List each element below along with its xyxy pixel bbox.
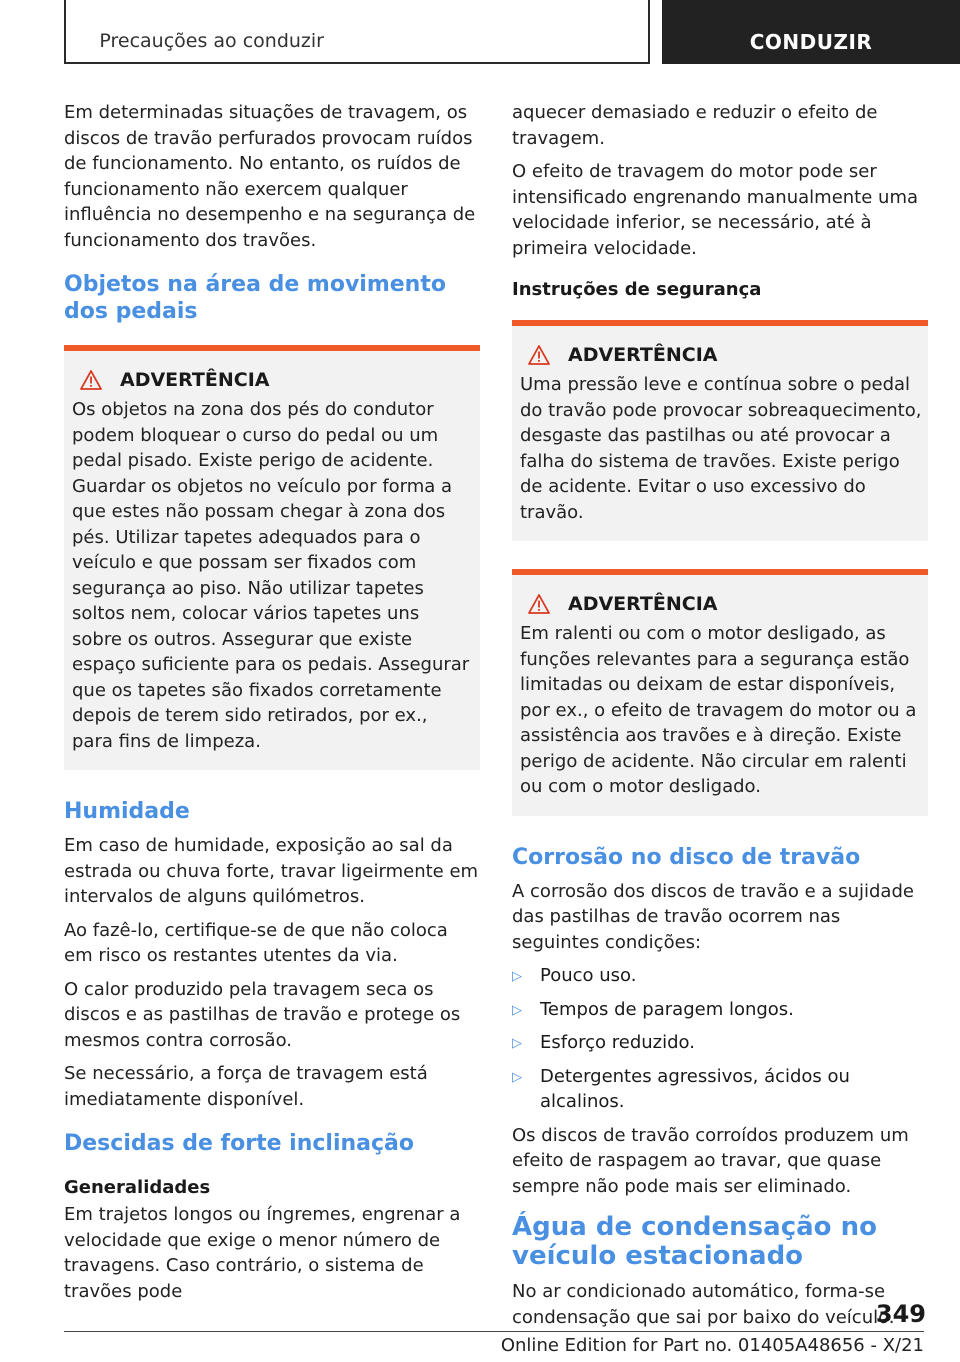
heading-condensation: Água de condensação no veículo estacionado	[512, 1212, 877, 1271]
heading-brake-corrosion: Corrosão no disco de travão	[512, 844, 861, 870]
list-item: ▷ Tempos de paragem longos.	[512, 997, 928, 1024]
warning-box-pedal-pressure	[512, 320, 928, 541]
general-paragraph: Em trajetos longos ou íngremes, engrenar a velocidade que exige o menor número de travagens. Caso contrário, o sistema de travões pode	[64, 1204, 461, 1302]
humidity-paragraph-3: O calor produzido pela travagem seca os discos e as pastilhas de travão e protege os mesmos contra corrosão.	[64, 978, 461, 1051]
corrosion-paragraph-2: Os discos de travão corroídos produzem um efeito de raspagem ao travar, que quase sempre não pode mais ser eliminado.	[512, 1124, 909, 1197]
corrosion-paragraph-1: A corrosão dos discos de travão e a sujidade das pastilhas de travão ocorrem nas seguintes condições:	[512, 880, 914, 953]
continued-paragraph: aquecer demasiado e reduzir o efeito de travagem.	[512, 102, 878, 149]
footer-edition: Online Edition for Part no. 01405A48656 - X/21	[500, 1335, 924, 1356]
warning-title: ADVERTÊNCIA	[120, 369, 270, 391]
list-item: ▷ Esforço reduzido.	[512, 1030, 928, 1057]
condensation-paragraph: No ar condicionado automático, forma-se condensação que sai por baixo do veículo.	[512, 1281, 895, 1328]
warning-triangle-icon	[528, 345, 550, 365]
heading-safety-instructions: Instruções de segurança	[512, 279, 762, 300]
intro-paragraph: Em determinadas situações de travagem, os discos de travão perfurados provocam ruídos de funcionamento. No entanto, os ruídos de funcionamento não exercem qualquer influência no desempenho e na segurança de funcionamento dos travões.	[64, 102, 476, 251]
warning-triangle-icon	[528, 594, 550, 614]
triangle-bullet-icon: ▷	[512, 1069, 522, 1085]
heading-general: Generalidades	[64, 1177, 211, 1198]
corrosion-conditions-list	[512, 963, 928, 1115]
triangle-bullet-icon: ▷	[512, 1036, 522, 1051]
list-item: ▷ Pouco uso.	[512, 963, 928, 990]
warning-text: Os objetos na zona dos pés do condutor podem bloquear o curso do pedal ou um pedal pisado. Existe perigo de acidente. Guardar os objetos no veículo por forma a que estes não possam chegar à zona dos pés. Utilizar tapetes adequados para o veículo e que possam ser fixados com segurança ao piso. Não utilizar tapetes soltos nem, colocar vários tapetes uns sobre os outros. Assegurar que existe espaço suficiente para os pedais. Assegurar que os tapetes são fixados corretamente depois de terem sido retirados, por ex., para fins de limpeza.	[72, 399, 470, 752]
triangle-bullet-icon: ▷	[512, 1002, 522, 1018]
header-section-title: Precauções ao conduzir	[99, 30, 324, 52]
header-chapter-tab: CONDUZIR	[662, 0, 960, 64]
warning-box-objects	[64, 345, 480, 770]
warning-text: Uma pressão leve e contínua sobre o pedal do travão pode provocar sobreaquecimento, desgaste das pastilhas ou até provocar a falha do sistema de travões. Existe perigo de acidente. Evitar o uso excessivo do travão.	[520, 374, 922, 523]
header-frame	[64, 0, 650, 64]
warning-title: ADVERTÊNCIA	[568, 344, 718, 366]
humidity-paragraph-4: Se necessário, a força de travagem está imediatamente disponível.	[64, 1063, 428, 1110]
engine-braking-paragraph: O efeito de travagem do motor pode ser intensificado engrenando manualmente uma velocidade inferior, se necessário, até à primeira velocidade.	[512, 161, 919, 259]
right-column	[512, 100, 928, 1338]
humidity-paragraph-1: Em caso de humidade, exposição ao sal da estrada ou chuva forte, travar ligeirmente em intervalos de alguns quilómetros.	[64, 835, 479, 907]
humidity-paragraph-2: Ao fazê-lo, certifique-se de que não coloca em risco os restantes utentes da via.	[64, 919, 448, 966]
heading-humidity: Humidade	[64, 799, 190, 824]
list-item: ▷ Detergentes agressivos, ácidos ou alcalinos.	[512, 1064, 928, 1115]
page-number: 349	[875, 1300, 926, 1328]
warning-triangle-icon	[80, 370, 102, 390]
heading-objects-pedals: Objetos na área de movimento dos pedais	[64, 272, 446, 324]
warning-title: ADVERTÊNCIA	[568, 593, 718, 615]
heading-steep-slopes: Descidas de forte inclinação	[64, 1131, 415, 1156]
footer-divider	[64, 1331, 924, 1332]
triangle-bullet-icon: ▷	[512, 969, 522, 984]
warning-box-idle	[512, 569, 928, 816]
warning-text: Em ralenti ou com o motor desligado, as funções relevantes para a segurança estão limitadas ou deixam de estar disponíveis, por ex., o efeito de travagem do motor ou a assistência aos travões e à direção. Existe perigo de acidente. Não circular em ralenti ou com o motor desligado.	[520, 623, 917, 797]
left-column	[64, 100, 480, 1312]
